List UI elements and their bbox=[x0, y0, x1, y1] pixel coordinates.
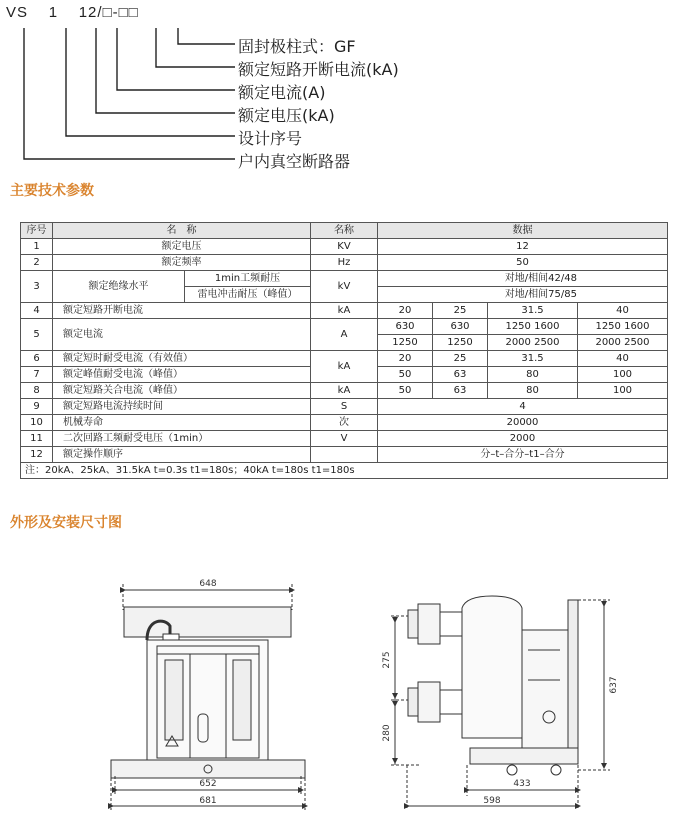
row-name: 额定短路电流持续时间 bbox=[53, 399, 311, 415]
row-value: 1250 1600 bbox=[488, 319, 578, 335]
row-name: 额定操作顺序 bbox=[53, 447, 311, 463]
row-unit: kV bbox=[311, 271, 378, 303]
row-value: 对地/相间75/85 bbox=[378, 287, 668, 303]
row-subname: 1min工频耐压 bbox=[185, 271, 311, 287]
side-view bbox=[391, 596, 610, 810]
dim-side-bottom: 598 bbox=[483, 796, 501, 806]
row-name: 额定绝缘水平 bbox=[53, 271, 185, 303]
row-no: 1 bbox=[21, 239, 53, 255]
row-value: 31.5 bbox=[488, 351, 578, 367]
row-value: 80 bbox=[488, 383, 578, 399]
dim-side-total: 637 bbox=[609, 676, 619, 694]
row-unit: 次 bbox=[311, 415, 378, 431]
header-name: 名 称 bbox=[53, 223, 311, 239]
row-no: 8 bbox=[21, 383, 53, 399]
row-value: 1250 1600 bbox=[578, 319, 668, 335]
row-value: 2000 bbox=[378, 431, 668, 447]
header-unit: 名称 bbox=[311, 223, 378, 239]
table-note: 注：20kA、25kA、31.5kA t=0.3s t1=180s；40kA t=180s t1=180s bbox=[21, 463, 668, 479]
row-unit bbox=[311, 447, 378, 463]
row-name: 额定频率 bbox=[53, 255, 311, 271]
row-value: 1250 bbox=[378, 335, 433, 351]
dim-side-lower: 280 bbox=[382, 724, 392, 742]
row-no: 12 bbox=[21, 447, 53, 463]
row-no: 11 bbox=[21, 431, 53, 447]
model-part-vs: VS bbox=[6, 4, 29, 21]
table-row bbox=[21, 239, 668, 255]
row-name: 额定短路关合电流（峰值） bbox=[53, 383, 311, 399]
row-name: 额定电压 bbox=[53, 239, 311, 255]
model-part-series: 1 bbox=[48, 4, 59, 21]
row-value: 对地/相间42/48 bbox=[378, 271, 668, 287]
row-value: 20000 bbox=[378, 415, 668, 431]
row-no: 4 bbox=[21, 303, 53, 319]
table-row bbox=[21, 303, 668, 319]
row-no: 10 bbox=[21, 415, 53, 431]
model-part-current-box: □ bbox=[102, 4, 113, 21]
row-subname: 雷电冲击耐压（峰值） bbox=[185, 287, 311, 303]
row-name: 额定峰值耐受电流（峰值） bbox=[53, 367, 311, 383]
row-value: 50 bbox=[378, 255, 668, 271]
table-row bbox=[21, 447, 668, 463]
row-value: 40 bbox=[578, 351, 668, 367]
row-name: 额定短路开断电流 bbox=[53, 303, 311, 319]
row-value: 100 bbox=[578, 383, 668, 399]
dim-front-top: 648 bbox=[199, 579, 217, 589]
row-name: 二次回路工频耐受电压（1min） bbox=[53, 431, 311, 447]
section-title-dimensions: 外形及安装尺寸图 bbox=[10, 515, 122, 531]
table-row bbox=[21, 271, 668, 287]
row-no: 3 bbox=[21, 271, 53, 303]
row-no: 6 bbox=[21, 351, 53, 367]
row-value: 31.5 bbox=[488, 303, 578, 319]
row-value: 40 bbox=[578, 303, 668, 319]
table-row bbox=[21, 431, 668, 447]
leader-indoor bbox=[24, 28, 235, 159]
row-value: 50 bbox=[378, 367, 433, 383]
table-header-row bbox=[21, 223, 668, 239]
leader-breaking bbox=[156, 28, 235, 67]
table-row bbox=[21, 399, 668, 415]
dim-side-mid: 433 bbox=[513, 779, 531, 789]
row-no: 7 bbox=[21, 367, 53, 383]
row-value: 63 bbox=[433, 367, 488, 383]
legend-gf: 固封极柱式：GF bbox=[238, 37, 356, 56]
row-value: 25 bbox=[433, 303, 488, 319]
dim-front-mid: 652 bbox=[199, 779, 217, 789]
row-no: 2 bbox=[21, 255, 53, 271]
leader-gf bbox=[178, 28, 235, 44]
dim-side-upper: 275 bbox=[382, 651, 392, 669]
row-unit: Hz bbox=[311, 255, 378, 271]
model-part-type-box: □□ bbox=[118, 4, 139, 21]
table-row bbox=[21, 319, 668, 335]
row-value: 分–t–合分–t1–合分 bbox=[378, 447, 668, 463]
row-value: 4 bbox=[378, 399, 668, 415]
row-unit: V bbox=[311, 431, 378, 447]
row-value: 630 bbox=[433, 319, 488, 335]
row-unit: A bbox=[311, 319, 378, 351]
row-value: 63 bbox=[433, 383, 488, 399]
row-unit: S bbox=[311, 399, 378, 415]
row-name: 额定短时耐受电流（有效值） bbox=[53, 351, 311, 367]
legend-rated-current: 额定电流(A) bbox=[238, 83, 326, 102]
row-value: 25 bbox=[433, 351, 488, 367]
row-value: 20 bbox=[378, 303, 433, 319]
table-row bbox=[21, 383, 668, 399]
spec-table bbox=[20, 222, 668, 479]
row-name: 机械寿命 bbox=[53, 415, 311, 431]
row-value: 630 bbox=[378, 319, 433, 335]
front-view bbox=[111, 584, 305, 810]
table-row bbox=[21, 351, 668, 367]
row-name: 额定电流 bbox=[53, 319, 311, 351]
row-value: 50 bbox=[378, 383, 433, 399]
row-value: 20 bbox=[378, 351, 433, 367]
table-row bbox=[21, 255, 668, 271]
table-row bbox=[21, 415, 668, 431]
section-title-specs: 主要技术参数 bbox=[10, 183, 94, 199]
row-unit: kA bbox=[311, 383, 378, 399]
dimension-drawing bbox=[0, 560, 689, 832]
row-value: 12 bbox=[378, 239, 668, 255]
legend-design-number: 设计序号 bbox=[238, 129, 303, 148]
row-value: 2000 2500 bbox=[488, 335, 578, 351]
row-unit: kA bbox=[311, 351, 378, 383]
model-part-dash: - bbox=[112, 4, 119, 21]
legend-rated-voltage: 额定电压(kA) bbox=[238, 106, 335, 125]
dim-front-bottom: 681 bbox=[199, 796, 217, 806]
row-unit: KV bbox=[311, 239, 378, 255]
row-unit: kA bbox=[311, 303, 378, 319]
row-value: 1250 bbox=[433, 335, 488, 351]
legend-indoor-breaker: 户内真空断路器 bbox=[238, 152, 351, 171]
header-data: 数据 bbox=[378, 223, 668, 239]
row-value: 2000 2500 bbox=[578, 335, 668, 351]
row-no: 9 bbox=[21, 399, 53, 415]
table-note-row bbox=[21, 463, 668, 479]
legend-breaking-current: 额定短路开断电流(kA) bbox=[238, 60, 399, 79]
leader-current bbox=[117, 28, 235, 90]
row-no: 5 bbox=[21, 319, 53, 351]
row-value: 80 bbox=[488, 367, 578, 383]
row-value: 100 bbox=[578, 367, 668, 383]
model-part-voltage: 12/ bbox=[78, 4, 103, 21]
header-no: 序号 bbox=[21, 223, 53, 239]
